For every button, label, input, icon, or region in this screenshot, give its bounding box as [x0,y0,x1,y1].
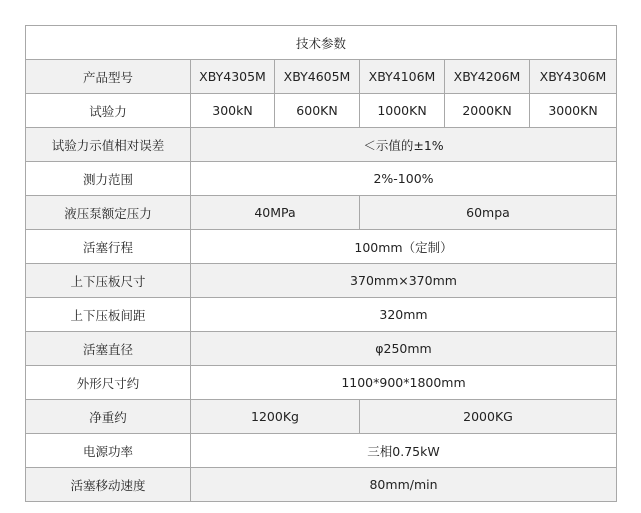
force-cell: 1000KN [360,94,445,128]
spec-table [25,25,617,502]
error-row [26,128,617,162]
force-cell: 2000KN [445,94,530,128]
weight-label: 净重约 [26,400,191,434]
force-label: 试验力 [26,94,191,128]
dimensions-row [26,366,617,400]
model-cell: XBY4206M [445,60,530,94]
range-value: 2%-100% [191,162,617,196]
platen-size-value: 370mm×370mm [191,264,617,298]
pump-value-small: 40MPa [191,196,360,230]
force-cell: 3000KN [530,94,617,128]
stroke-label: 活塞行程 [26,230,191,264]
pump-row [26,196,617,230]
pump-label: 液压泵额定压力 [26,196,191,230]
stroke-row [26,230,617,264]
piston-dia-label: 活塞直径 [26,332,191,366]
dimensions-value: 1100*900*1800mm [191,366,617,400]
platen-gap-value: 320mm [191,298,617,332]
range-row [26,162,617,196]
model-cell: XBY4305M [191,60,275,94]
error-value: ＜示值的±1% [191,128,617,162]
dimensions-label: 外形尺寸约 [26,366,191,400]
power-label: 电源功率 [26,434,191,468]
speed-value: 80mm/min [191,468,617,502]
force-row [26,94,617,128]
platen-size-label: 上下压板尺寸 [26,264,191,298]
model-cell: XBY4106M [360,60,445,94]
platen-size-row [26,264,617,298]
range-label: 测力范围 [26,162,191,196]
speed-row [26,468,617,502]
model-cell: XBY4605M [275,60,360,94]
weight-value-small: 1200Kg [191,400,360,434]
title-row [26,26,617,60]
speed-label: 活塞移动速度 [26,468,191,502]
platen-gap-label: 上下压板间距 [26,298,191,332]
force-cell: 600KN [275,94,360,128]
weight-value-large: 2000KG [360,400,617,434]
power-row [26,434,617,468]
stroke-value: 100mm（定制） [191,230,617,264]
piston-dia-value: φ250mm [191,332,617,366]
model-row [26,60,617,94]
platen-gap-row [26,298,617,332]
model-label: 产品型号 [26,60,191,94]
piston-dia-row [26,332,617,366]
weight-row [26,400,617,434]
force-cell: 300kN [191,94,275,128]
model-cell: XBY4306M [530,60,617,94]
pump-value-large: 60mpa [360,196,617,230]
power-value: 三相0.75kW [191,434,617,468]
table-title: 技术参数 [26,26,617,60]
error-label: 试验力示值相对误差 [26,128,191,162]
